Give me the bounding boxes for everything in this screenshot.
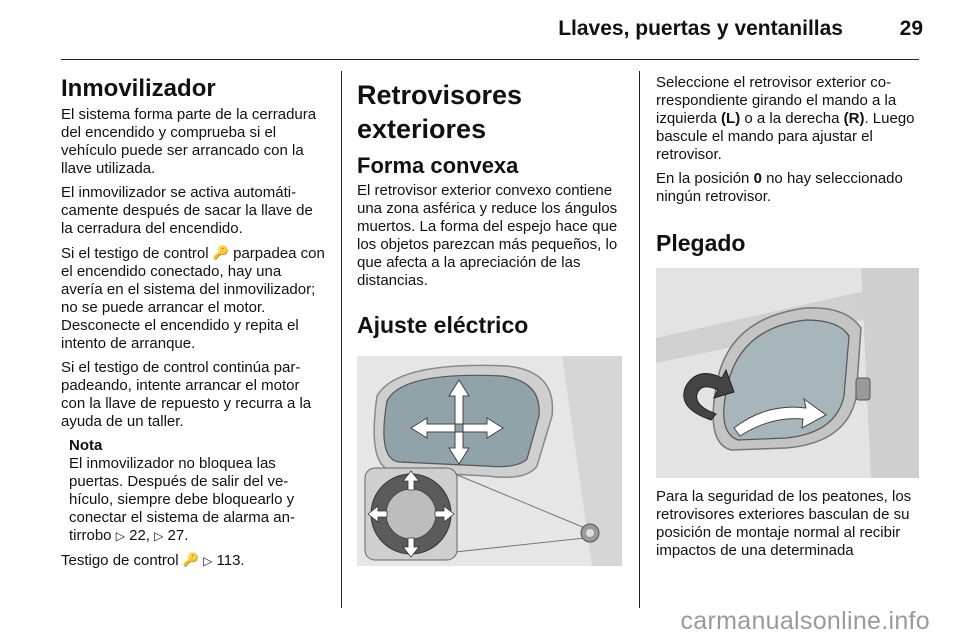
- right-label: (R): [843, 110, 865, 127]
- page-reference-arrow-icon: ▷: [115, 529, 125, 543]
- section-heading: Retrovisores exteriores: [357, 80, 523, 144]
- paragraph: [656, 74, 922, 164]
- column-immobilizer: [61, 74, 325, 576]
- subsection-heading: Ajuste eléctrico: [357, 312, 529, 338]
- header-title: Llaves, puertas y ventanillas: [558, 17, 843, 40]
- note-box: [69, 437, 325, 545]
- page-reference-link[interactable]: 22,: [129, 527, 150, 544]
- paragraph: [656, 170, 922, 206]
- page-reference-arrow-icon: ▷: [154, 529, 164, 543]
- column-exterior-mirrors: [357, 74, 624, 566]
- electric-mirror-adjustment-illustration: [357, 356, 622, 566]
- paragraph-text: Testigo de control: [61, 552, 179, 569]
- car-key-warning-icon: 🔑: [182, 552, 199, 567]
- watermark: carmanualsonline.info: [680, 607, 930, 635]
- paragraph-text: Si el testigo de control: [61, 245, 209, 262]
- note-text: [69, 455, 325, 545]
- header-rule: [61, 59, 919, 60]
- section-heading: Plegado: [656, 230, 746, 256]
- zero-position-label: 0: [753, 170, 762, 187]
- page-reference-link[interactable]: 27.: [167, 527, 189, 544]
- paragraph-text: En la posición: [656, 170, 750, 187]
- left-label: (L): [721, 110, 741, 127]
- page-reference-link[interactable]: 113.: [216, 552, 245, 569]
- note-body: El inmovilizador no bloquea las puertas. Después de salir del vehículo, siempre debe bloquearlo y conectar el sistema de alarma antirrobo: [69, 455, 295, 544]
- paragraph-text: no hay seleccionado ningún retrovisor.: [656, 170, 903, 205]
- car-key-warning-icon: 🔑: [212, 245, 229, 260]
- section-heading: Inmovilizador: [61, 75, 216, 102]
- paragraph-text: Seleccione el retrovisor exterior correspondiente girando el mando a la izquierda: [656, 74, 897, 127]
- column-separator: [341, 71, 342, 608]
- paragraph: [61, 244, 325, 353]
- note-title: Nota: [69, 437, 103, 454]
- paragraph: El inmovilizador se activa automáticamente después de sacar la llave de la cerradura del encendido.: [61, 184, 313, 237]
- paragraph-text: o a la derecha: [744, 110, 840, 127]
- column-separator: [639, 71, 640, 608]
- paragraph: Si el testigo de control continúa parpadeando, intente arrancar el motor con la llave de repuesto y recurra a la ayuda de un taller.: [61, 359, 312, 430]
- page-number: 29: [899, 17, 923, 40]
- mirror-folding-illustration: [656, 268, 919, 478]
- paragraph: El sistema forma parte de la cerradura del encendido y comprueba si el vehículo puede ser arrancado con la llave utilizada.: [61, 106, 317, 177]
- paragraph: Para la seguridad de los peatones, los retrovisores exteriores basculan de su posición de montaje normal al recibir impactos de una determinada: [656, 488, 912, 559]
- paragraph: [61, 551, 325, 570]
- column-mirror-selection: [656, 74, 922, 566]
- paragraph-text: . Luego bascule el mando para ajustar el retrovisor.: [656, 110, 915, 163]
- paragraph-text: parpadea con el encendido conectado, hay una avería en el sistema del inmovilizador; no se puede arrancar el motor. Desconecte el encendido y repita el intento de arranque.: [61, 245, 325, 352]
- subsection-heading: Forma convexa: [357, 153, 519, 178]
- paragraph: El retrovisor exterior convexo contiene una zona asférica y reduce los ángulos muertos. La forma del espejo hace que los objetos parezcan más pequeños, lo que afecta a la apreciación de las distancias.: [357, 182, 618, 289]
- page-reference-arrow-icon: ▷: [203, 554, 213, 568]
